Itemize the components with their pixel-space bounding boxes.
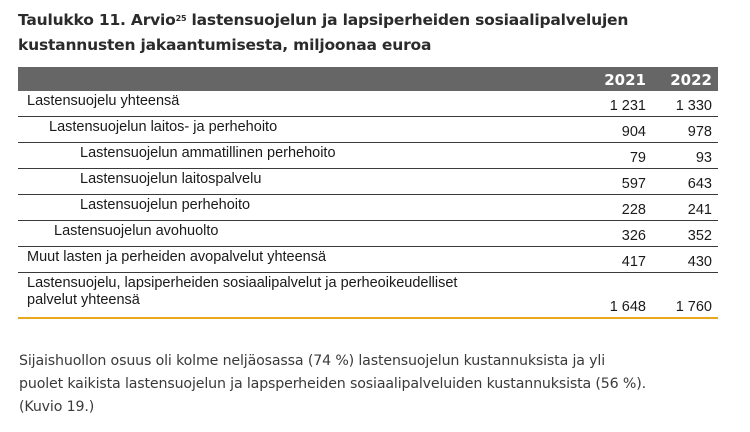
value-2022: 978 bbox=[687, 124, 712, 140]
table-row bbox=[18, 91, 718, 117]
value-2022: 643 bbox=[687, 176, 712, 192]
table-row bbox=[18, 247, 718, 273]
paragraph-line2: puolet kaikista lastensuojelun ja lapsperheiden sosiaalipalveluiden kustannuksista (56 %). bbox=[19, 376, 646, 392]
value-2022: 352 bbox=[687, 228, 712, 244]
row-label: Lastensuojelun perhehoito bbox=[80, 197, 251, 213]
value-2021: 1 648 bbox=[609, 299, 646, 315]
row-label: Lastensuojelun laitospalvelu bbox=[80, 171, 262, 187]
table-row bbox=[18, 221, 718, 247]
value-2021: 79 bbox=[629, 150, 646, 166]
value-2022: 93 bbox=[695, 150, 712, 166]
row-label bbox=[27, 275, 457, 309]
table-header-row bbox=[18, 67, 718, 91]
row-label-line2: palvelut yhteensä bbox=[27, 292, 140, 308]
value-2021: 904 bbox=[621, 124, 646, 140]
body-paragraph bbox=[19, 350, 734, 419]
value-2021: 417 bbox=[621, 254, 646, 270]
value-2021: 228 bbox=[621, 202, 646, 218]
header-2022: 2022 bbox=[670, 71, 712, 89]
table-row bbox=[18, 195, 718, 221]
value-2021: 1 231 bbox=[609, 98, 646, 114]
value-2021: 326 bbox=[621, 228, 646, 244]
paragraph-line1: Sijaishuollon osuus oli kolme neljäosassa (74 %) lastensuojelun kustannuksista ja yli bbox=[19, 353, 605, 369]
value-2022: 1 760 bbox=[675, 299, 712, 315]
row-label: Lastensuojelu yhteensä bbox=[27, 93, 180, 109]
figure-reference[interactable]: (Kuvio 19.) bbox=[19, 399, 95, 415]
row-label: Lastensuojelun ammatillinen perhehoito bbox=[80, 145, 336, 161]
header-2021: 2021 bbox=[604, 71, 646, 89]
row-label: Lastensuojelun avohuolto bbox=[54, 223, 219, 239]
cost-table bbox=[18, 67, 718, 319]
caption-line1-rest: lastensuojelun ja lapsiperheiden sosiaalipalvelujen bbox=[186, 11, 629, 29]
table-row bbox=[18, 169, 718, 195]
caption-line2: kustannusten jakaantumisesta, miljoonaa euroa bbox=[18, 36, 432, 54]
table-total-row bbox=[18, 273, 718, 319]
value-2022: 1 330 bbox=[675, 98, 712, 114]
footnote-marker[interactable]: 25 bbox=[175, 14, 187, 23]
table-caption bbox=[18, 8, 738, 58]
table-row bbox=[18, 143, 718, 169]
caption-prefix: Taulukko 11. Arvio bbox=[18, 11, 176, 29]
table-row bbox=[18, 117, 718, 143]
row-label: Lastensuojelun laitos- ja perhehoito bbox=[49, 119, 278, 135]
value-2022: 241 bbox=[687, 202, 712, 218]
value-2022: 430 bbox=[687, 254, 712, 270]
row-label-line1: Lastensuojelu, lapsiperheiden sosiaalipalvelut ja perheoikeudelliset bbox=[27, 275, 458, 291]
row-label: Muut lasten ja perheiden avopalvelut yhteensä bbox=[27, 249, 327, 265]
value-2021: 597 bbox=[621, 176, 646, 192]
